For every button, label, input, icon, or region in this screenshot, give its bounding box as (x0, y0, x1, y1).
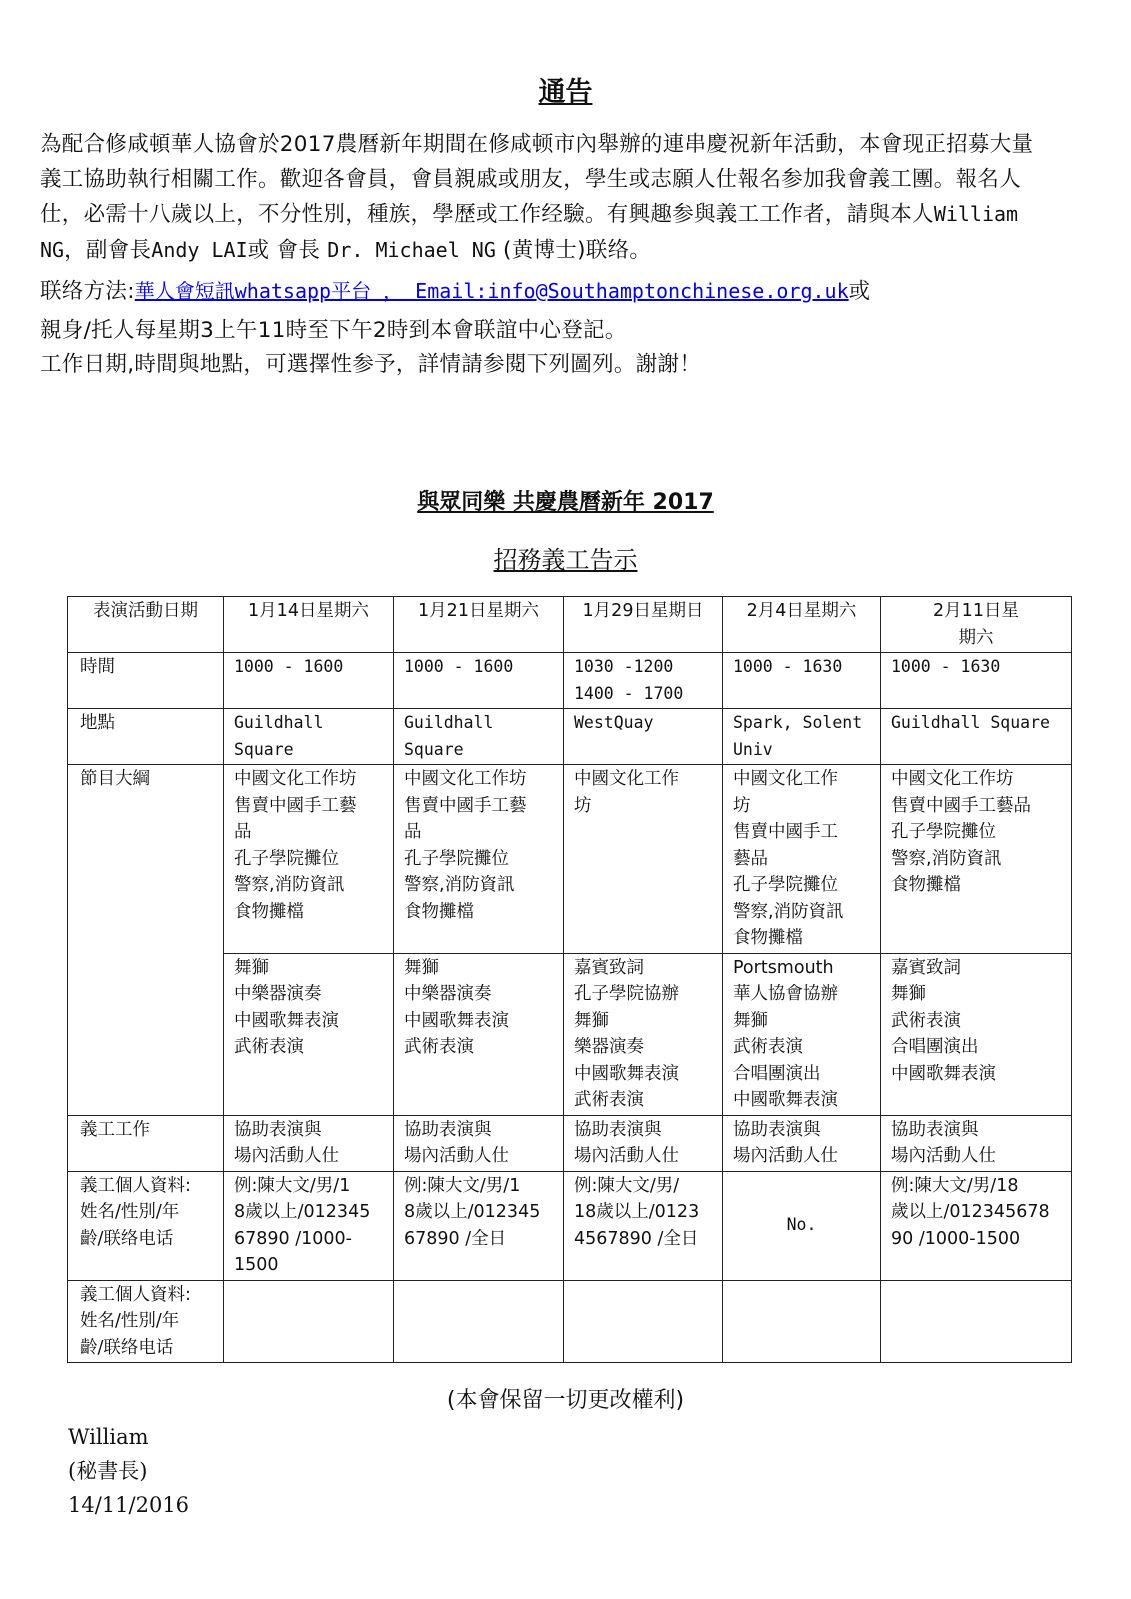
info-blank-cell[interactable] (394, 1280, 564, 1363)
info-blank-cell[interactable] (224, 1280, 394, 1363)
venue-cell: Guildhall Square (881, 709, 1072, 765)
venue-cell: Guildhall Square (224, 709, 394, 765)
time-cell: 1000 - 1600 (224, 653, 394, 709)
performance-cell: 嘉賓致詞 舞獅 武術表演 合唱團演出 中國歌舞表演 (881, 953, 1072, 1115)
contact-name-michael: Dr. Michael NG (327, 237, 496, 262)
event-subtitle: 招務義工告示 (493, 546, 638, 574)
info-example-cell: 例:陳大文/男/1 8歲以上/012345 67890 /1000- 1500 (224, 1171, 394, 1280)
signature-block (68, 1420, 189, 1522)
date-cell: 1月29日星期日 (564, 597, 723, 653)
venue-cell: WestQuay (564, 709, 723, 765)
signature-role: (秘書長) (68, 1459, 148, 1483)
table-row-programme-top (68, 765, 1072, 954)
intro-paragraph (40, 128, 1055, 268)
contact-tail: 或 (848, 279, 871, 304)
signature-date: 14/11/2016 (68, 1493, 190, 1517)
contact-line (40, 274, 1055, 310)
row-label-work: 義工工作 (68, 1115, 224, 1171)
table-row-info-blank (68, 1280, 1072, 1363)
work-cell: 協助表演與 場內活動人仕 (394, 1115, 564, 1171)
optional-line: 工作日期,時間與地點，可選擇性参予，詳情請参閱下列圖列。謝謝！ (40, 352, 702, 377)
table-row-time (68, 653, 1072, 709)
performance-cell: 舞獅 中樂器演奏 中國歌舞表演 武術表演 (394, 953, 564, 1115)
contact-label: 联络方法: (40, 279, 135, 304)
time-cell: 1000 - 1630 (723, 653, 881, 709)
row-label-venue: 地點 (68, 709, 224, 765)
work-cell: 協助表演與 場內活動人仕 (881, 1115, 1072, 1171)
register-line: 親身/托人每星期3上午11時至下午2時到本會联誼中心登記。 (40, 317, 627, 343)
intro-text (40, 128, 1055, 383)
programme-cell: 中國文化工作坊 售賣中國手工藝 品 孔子學院攤位 警察,消防資訊 食物攤檔 (224, 765, 394, 954)
table-row-work (68, 1115, 1072, 1171)
info-blank-cell[interactable] (564, 1280, 723, 1363)
signature-name: William (68, 1425, 149, 1449)
venue-cell: Spark, Solent Univ (723, 709, 881, 765)
reserve-note: (本會保留一切更改權利) (446, 1388, 685, 1413)
work-cell: 協助表演與 場內活動人仕 (564, 1115, 723, 1171)
info-example-cell: 例:陳大文/男/1 8歲以上/012345 67890 /全日 (394, 1171, 564, 1280)
row-label-info: 義工個人資料: 姓名/性別/年 齡/联络电话 (68, 1171, 224, 1280)
programme-cell: 中國文化工作坊 售賣中國手工藝 品 孔子學院攤位 警察,消防資訊 食物攤檔 (394, 765, 564, 954)
info-blank-cell[interactable] (723, 1280, 881, 1363)
date-cell: 1月21日星期六 (394, 597, 564, 653)
programme-cell: 中國文化工作坊 售賣中國手工藝品 孔子學院攤位 警察,消防資訊 食物攤檔 (881, 765, 1072, 954)
info-example-cell: No. (723, 1171, 881, 1280)
notice-title: 通告 (538, 77, 593, 108)
table-row-info-example (68, 1171, 1072, 1280)
intro-text-c: 或 會長 (247, 237, 328, 263)
venue-cell: Guildhall Square (394, 709, 564, 765)
volunteer-schedule-table (67, 596, 1072, 1363)
intro-text-a: 為配合修咸頓華人協會於2017農曆新年期間在修咸顿市內舉辦的連串慶祝新年活動，本會现正招募大量義工協助執行相關工作。歡迎各會員，會員親戚或朋友，學生或志願人仕報名参加我會義工團。報名人仕，必需十八歲以上，不分性別，種族，學歷或工作经驗。有興趣参與義工工作者，請與本人 (40, 132, 1034, 227)
row-label-info-2: 義工個人資料: 姓名/性別/年 齡/联络电话 (68, 1280, 224, 1363)
intro-text-d: (黄博士)联络。 (495, 237, 652, 263)
row-label-time: 時間 (68, 653, 224, 709)
intro-text-b: ，副會長 (64, 237, 152, 263)
contact-name-andy: Andy LAI (151, 237, 248, 262)
date-cell: 2月11日星 期六 (881, 597, 1072, 653)
table-header-row (68, 597, 1072, 653)
info-example-cell: 例:陳大文/男/18 歲以上/012345678 90 /1000-1500 (881, 1171, 1072, 1280)
work-cell: 協助表演與 場內活動人仕 (723, 1115, 881, 1171)
work-cell: 協助表演與 場內活動人仕 (224, 1115, 394, 1171)
date-cell: 1月14日星期六 (224, 597, 394, 653)
contact-name-william: William NG (40, 202, 1019, 262)
info-blank-cell[interactable] (881, 1280, 1072, 1363)
performance-cell: Portsmouth 華人協會協辦 舞獅 武術表演 合唱團演出 中國歌舞表演 (723, 953, 881, 1115)
date-cell: 2月4日星期六 (723, 597, 881, 653)
performance-cell: 舞獅 中樂器演奏 中國歌舞表演 武術表演 (224, 953, 394, 1115)
programme-cell: 中國文化工作 坊 售賣中國手工 藝品 孔子學院攤位 警察,消防資訊 食物攤檔 (723, 765, 881, 954)
row-label-programme: 節目大綱 (68, 765, 224, 1116)
table-row-venue (68, 709, 1072, 765)
contact-email-link[interactable]: 華人會短訊whatsapp平台 ， Email:info@Southamptonchinese.org.uk (134, 279, 849, 303)
time-cell: 1000 - 1600 (394, 653, 564, 709)
programme-cell: 中國文化工作 坊 (564, 765, 723, 954)
performance-cell: 嘉賓致詞 孔子學院協辦 舞獅 樂器演奏 中國歌舞表演 武術表演 (564, 953, 723, 1115)
event-title: 與眾同樂 共慶農曆新年 2017 (417, 490, 714, 515)
time-cell: 1030 -1200 1400 - 1700 (564, 653, 723, 709)
header-label-cell: 表演活動日期 (68, 597, 224, 653)
info-example-cell: 例:陳大文/男/ 18歲以上/0123 4567890 /全日 (564, 1171, 723, 1280)
time-cell: 1000 - 1630 (881, 653, 1072, 709)
